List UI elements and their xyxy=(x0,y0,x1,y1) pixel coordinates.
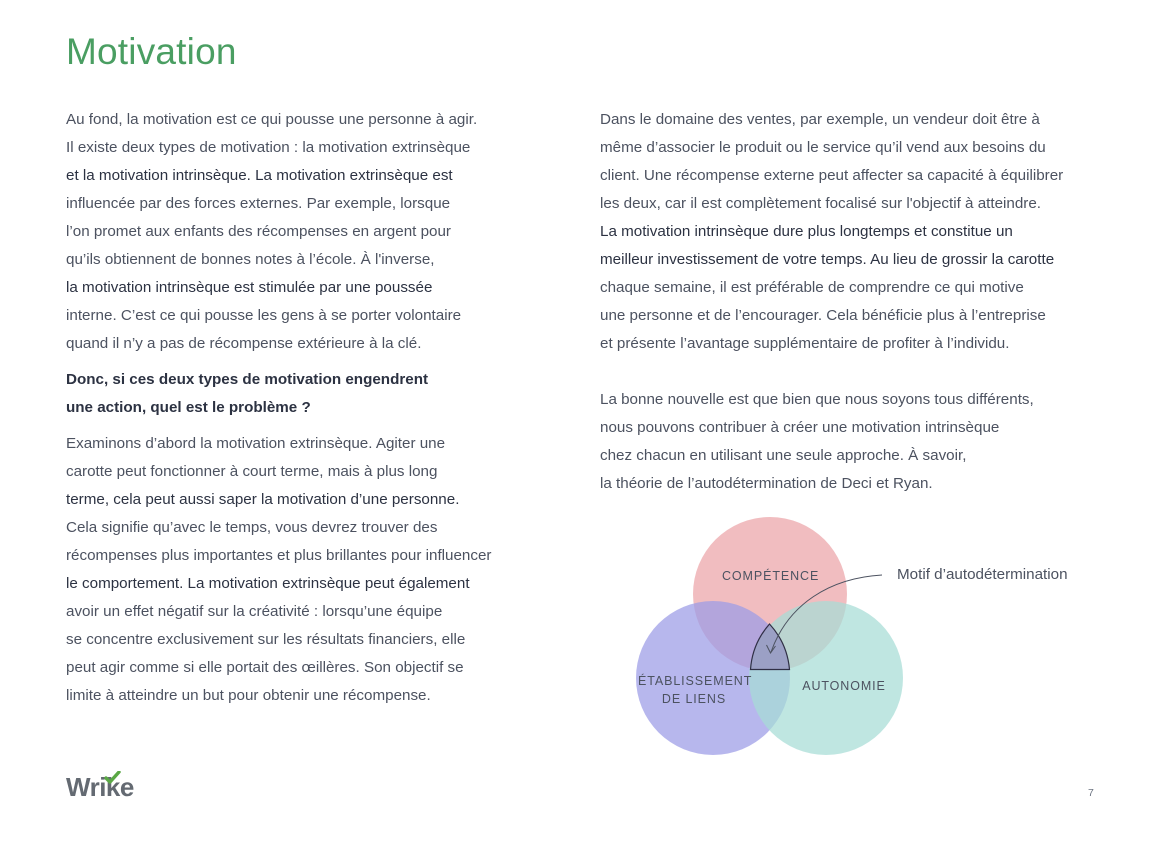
right-paragraph-1 xyxy=(600,106,1120,358)
heading-line: Donc, si ces deux types de motivation engendrent xyxy=(66,371,429,388)
text-line: chaque semaine, il est préférable de comprendre ce qui motive xyxy=(600,279,1024,296)
relatedness-label-line1: ÉTABLISSEMENT xyxy=(638,674,753,688)
relatedness-label xyxy=(638,672,753,708)
text-line: peut agir comme si elle portait des œillères. Son objectif se xyxy=(66,659,464,676)
text-line: récompenses plus importantes et plus brillantes pour influencer xyxy=(66,547,492,564)
text-line: Cela signifie qu’avec le temps, vous devrez trouver des xyxy=(66,519,438,536)
svg-text:Wrike: Wrike xyxy=(66,772,134,801)
text-line: interne. C’est ce qui pousse les gens à se porter volontaire xyxy=(66,307,462,324)
text-line: Dans le domaine des ventes, par exemple, un vendeur doit être à xyxy=(600,111,1040,128)
page-number: 7 xyxy=(1088,787,1094,799)
text-line: et présente l’avantage supplémentaire de profiter à l’individu. xyxy=(600,335,1010,352)
right-column xyxy=(600,106,1120,498)
text-line: Il existe deux types de motivation : la motivation extrinsèque xyxy=(66,139,471,156)
text-line: La motivation intrinsèque dure plus longtemps et constitue un xyxy=(600,223,1013,240)
right-paragraph-2 xyxy=(600,386,1120,498)
text-line: La bonne nouvelle est que bien que nous soyons tous différents, xyxy=(600,391,1034,408)
wrike-logo xyxy=(66,771,138,806)
text-line: influencée par des forces externes. Par exemple, lorsque xyxy=(66,195,451,212)
text-line: Examinons d’abord la motivation extrinsèque. Agiter une xyxy=(66,435,446,452)
text-line: qu’ils obtiennent de bonnes notes à l’école. À l'inverse, xyxy=(66,251,435,268)
left-paragraph-1 xyxy=(66,106,586,358)
text-line: Au fond, la motivation est ce qui pousse une personne à agir. xyxy=(66,111,478,128)
text-line: et la motivation intrinsèque. La motivation extrinsèque est xyxy=(66,167,453,184)
text-line: les deux, car il est complètement focalisé sur l'objectif à atteindre. xyxy=(600,195,1042,212)
left-column xyxy=(66,106,586,710)
heading-line: une action, quel est le problème ? xyxy=(66,399,311,416)
self-determination-motif-label: Motif d’autodétermination xyxy=(897,566,1068,583)
text-line: carotte peut fonctionner à court terme, mais à plus long xyxy=(66,463,438,480)
left-paragraph-2 xyxy=(66,430,586,710)
venn-svg xyxy=(630,512,1110,762)
text-line: le comportement. La motivation extrinsèque peut également xyxy=(66,575,470,592)
text-line: meilleur investissement de votre temps. Au lieu de grossir la carotte xyxy=(600,251,1055,268)
text-line: terme, cela peut aussi saper la motivation d’une personne. xyxy=(66,491,460,508)
text-line: limite à atteindre un but pour obtenir une récompense. xyxy=(66,687,431,704)
text-line: chez chacun en utilisant une seule approche. À savoir, xyxy=(600,447,967,464)
text-line: quand il n’y a pas de récompense extérieure à la clé. xyxy=(66,335,422,352)
self-determination-venn-diagram xyxy=(630,512,1110,762)
text-line: la motivation intrinsèque est stimulée par une poussée xyxy=(66,279,433,296)
text-line: avoir un effet négatif sur la créativité : lorsqu’une équipe xyxy=(66,603,443,620)
text-line: l’on promet aux enfants des récompenses en argent pour xyxy=(66,223,451,240)
relatedness-label-line2: DE LIENS xyxy=(661,692,727,706)
text-line: la théorie de l’autodétermination de Deci et Ryan. xyxy=(600,475,933,492)
section-heading xyxy=(66,366,586,422)
wrike-logo-mark xyxy=(66,771,138,801)
text-line: même d’associer le produit ou le service qu’il vend aux besoins du xyxy=(600,139,1046,156)
competence-label: COMPÉTENCE xyxy=(722,569,820,583)
autonomy-label: AUTONOMIE xyxy=(802,679,886,693)
text-line: client. Une récompense externe peut affecter sa capacité à équilibrer xyxy=(600,167,1064,184)
text-line: se concentre exclusivement sur les résultats financiers, elle xyxy=(66,631,466,648)
page-title: Motivation xyxy=(66,31,237,72)
text-line: une personne et de l’encourager. Cela bénéficie plus à l’entreprise xyxy=(600,307,1046,324)
text-line: nous pouvons contribuer à créer une motivation intrinsèque xyxy=(600,419,1000,436)
